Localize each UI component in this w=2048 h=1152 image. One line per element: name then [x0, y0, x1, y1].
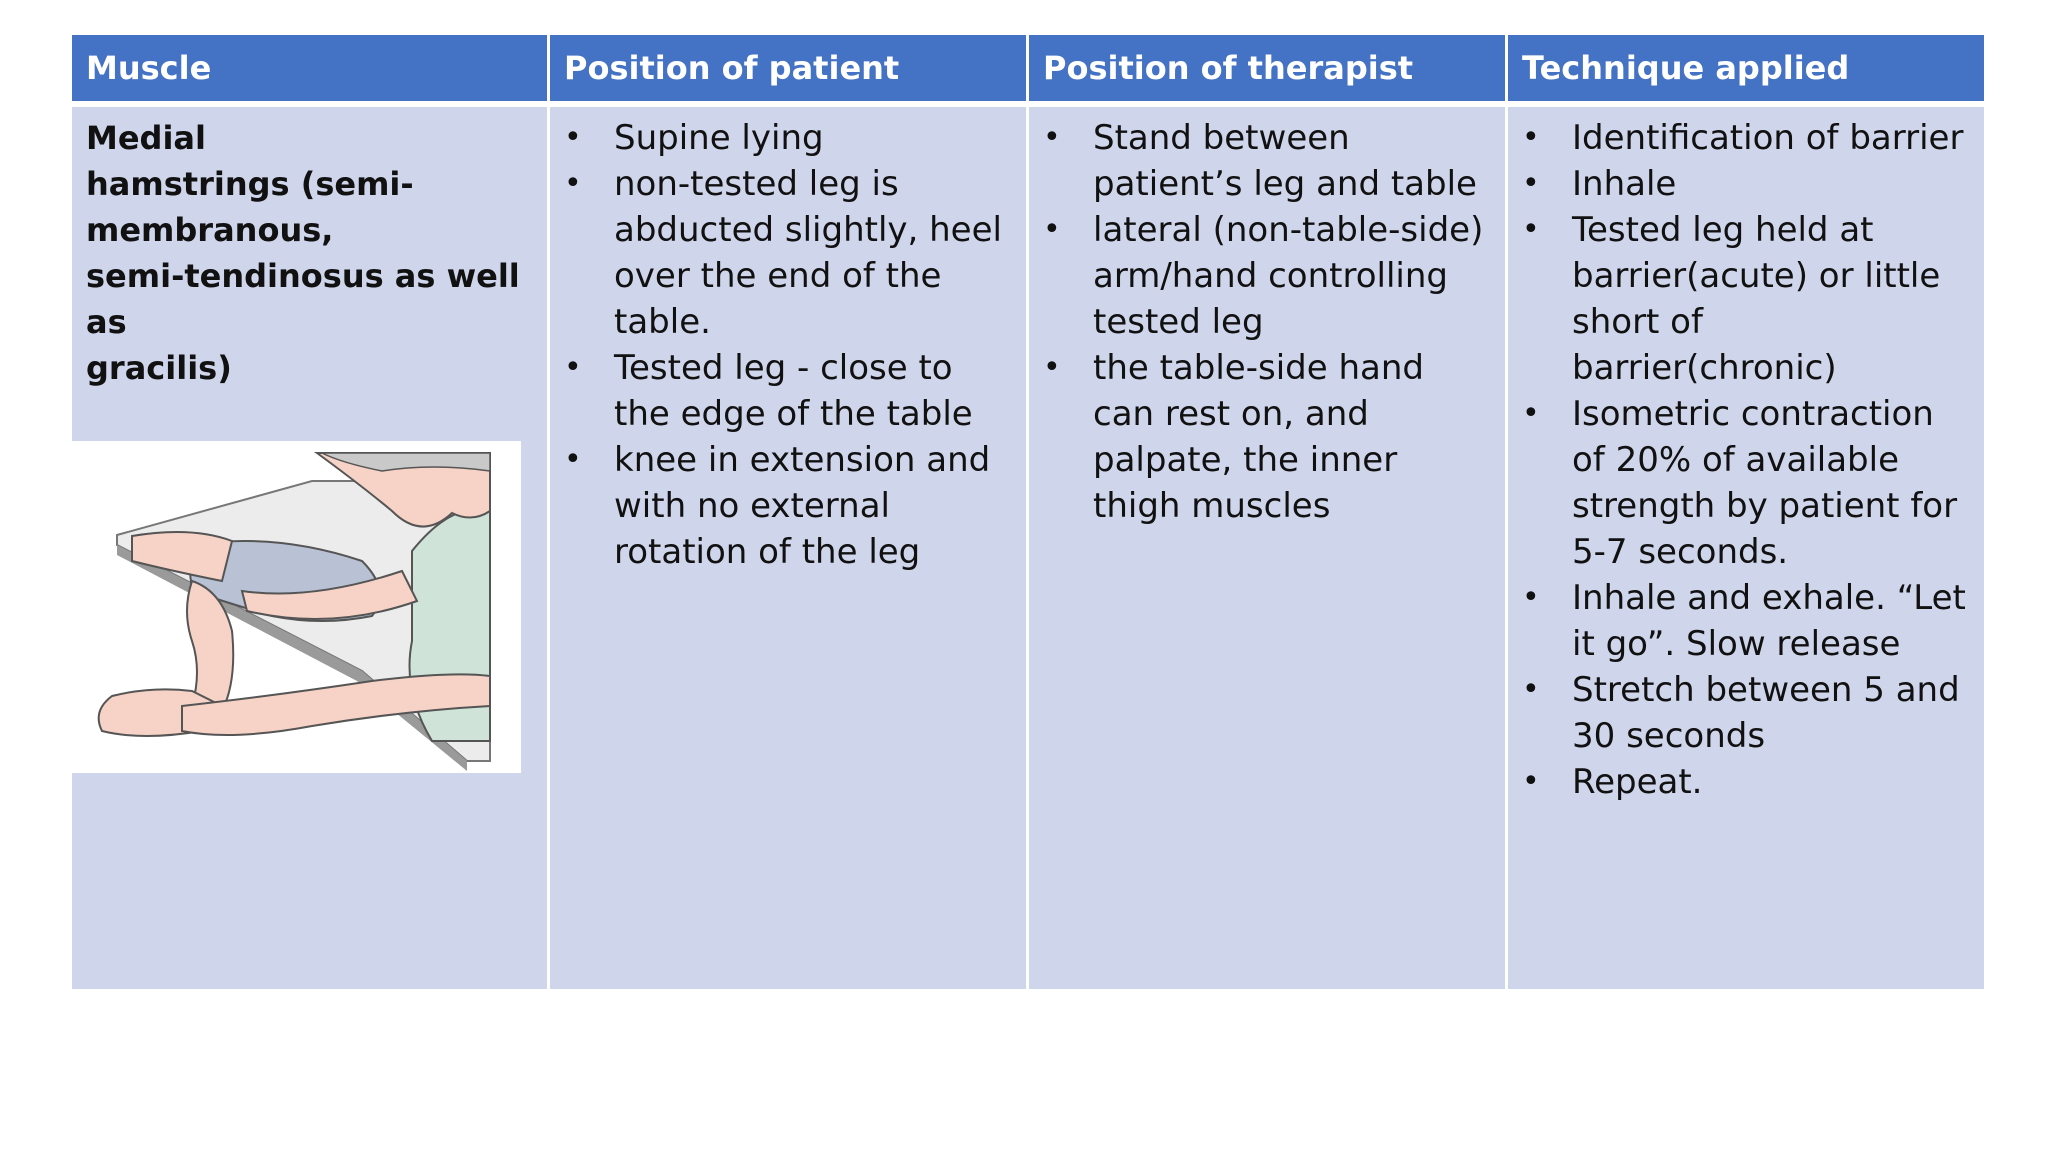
list-item: • Isometric contraction of 20% of available strength by patient for 5-7 seconds.	[1508, 391, 1974, 575]
technique-applied-list	[1508, 107, 1984, 805]
list-item: • Inhale	[1508, 161, 1974, 207]
technique-table	[72, 35, 1984, 989]
muscle-name: Medial hamstrings (semi- membranous, semi-tendinosus as well as gracilis)	[86, 119, 520, 387]
illustration-svg	[72, 441, 521, 773]
position-of-patient-list	[550, 107, 1026, 575]
header-row	[72, 35, 1984, 107]
list-item: • Repeat.	[1508, 759, 1974, 805]
technique-applied-cell	[1508, 107, 1984, 989]
list-item: • Tested leg - close to the edge of the table	[550, 345, 1016, 437]
list-item: • non-tested leg is abducted slightly, heel over the end of the table.	[550, 161, 1016, 345]
list-item: • knee in extension and with no external rotation of the leg	[550, 437, 1016, 575]
list-item: • Inhale and exhale. “Let it go”. Slow release	[1508, 575, 1974, 667]
header-technique-applied: Technique applied	[1508, 35, 1984, 107]
table-row	[72, 107, 1984, 989]
position-of-therapist-list	[1029, 107, 1505, 529]
header-position-of-therapist: Position of therapist	[1029, 35, 1508, 107]
list-item: • Stretch between 5 and 30 seconds	[1508, 667, 1974, 759]
list-item: • the table-side hand can rest on, and palpate, the inner thigh muscles	[1029, 345, 1495, 529]
list-item: • lateral (non-table-side) arm/hand controlling tested leg	[1029, 207, 1495, 345]
list-item: • Supine lying	[550, 115, 1016, 161]
header-position-of-patient: Position of patient	[550, 35, 1029, 107]
list-item: • Identification of barrier	[1508, 115, 1974, 161]
list-item: • Stand between patient’s leg and table	[1029, 115, 1495, 207]
position-of-patient-cell	[550, 107, 1029, 989]
position-of-therapist-cell	[1029, 107, 1508, 989]
muscle-cell	[72, 107, 550, 989]
list-item: • Tested leg held at barrier(acute) or little short of barrier(chronic)	[1508, 207, 1974, 391]
therapist-stretching-patient-leg-illustration	[72, 441, 521, 773]
header-muscle: Muscle	[72, 35, 550, 107]
